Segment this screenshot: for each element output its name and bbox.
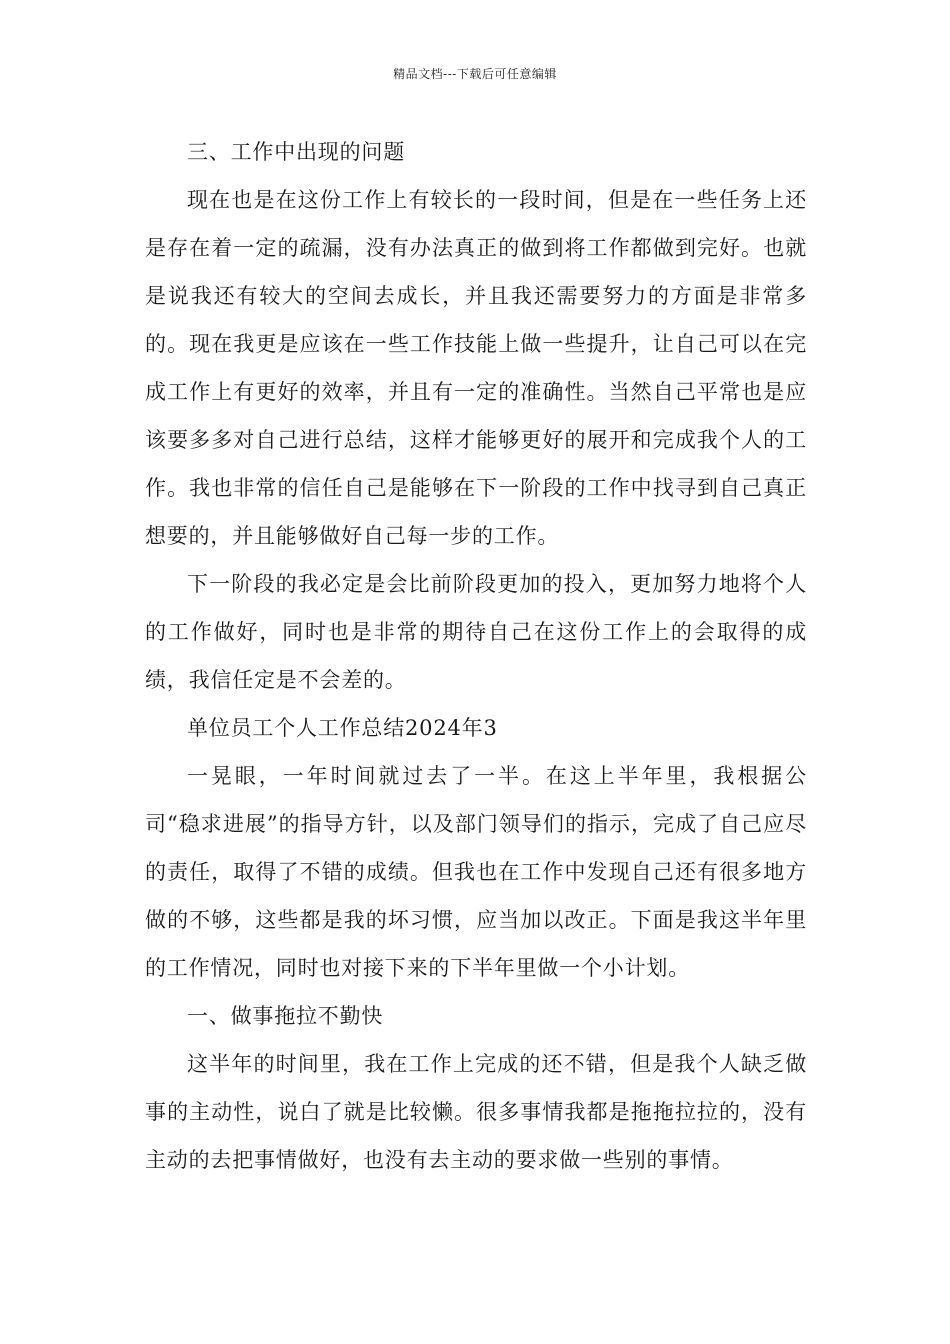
page-header: 精品文档---下载后可任意编辑 xyxy=(393,67,557,81)
section-heading-problems: 三、工作中出现的问题 xyxy=(187,140,405,164)
document-body xyxy=(145,128,807,1184)
section-heading-procrastination: 一、做事拖拉不勤快 xyxy=(187,1004,384,1028)
body-paragraph: 一晃眼，一年时间就过去了一半。在这上半年里，我根据公司“稳求进展”的指导方针，以及部门领导们的指示，完成了自己应尽的责任，取得了不错的成绩。但我也在工作中发现自己还有很多地方做的不够，这些都是我的坏习惯，应当加以改正。下面是我这半年里的工作情况，同时也对接下来的下半年里做一个小计划。 xyxy=(145,764,807,980)
body-paragraph: 下一阶段的我必定是会比前阶段更加的投入，更加努力地将个人的工作做好，同时也是非常的期待自己在这份工作上的会取得的成绩，我信任定是不会差的。 xyxy=(145,572,807,692)
document-title: 单位员工个人工作总结2024年3 xyxy=(187,716,498,740)
body-paragraph: 现在也是在这份工作上有较长的一段时间，但是在一些任务上还是存在着一定的疏漏，没有办法真正的做到将工作都做到完好。也就是说我还有较大的空间去成长，并且我还需要努力的方面是非常多的。现在我更是应该在一些工作技能上做一些提升，让自己可以在完成工作上有更好的效率，并且有一定的准确性。当然自己平常也是应该要多多对自己进行总结，这样才能够更好的展开和完成我个人的工作。我也非常的信任自己是能够在下一阶段的工作中找寻到自己真正想要的，并且能够做好自己每一步的工作。 xyxy=(145,188,807,548)
body-paragraph: 这半年的时间里，我在工作上完成的还不错，但是我个人缺乏做事的主动性，说白了就是比较懒。很多事情我都是拖拖拉拉的，没有主动的去把事情做好，也没有去主动的要求做一些别的事情。 xyxy=(145,1052,807,1172)
